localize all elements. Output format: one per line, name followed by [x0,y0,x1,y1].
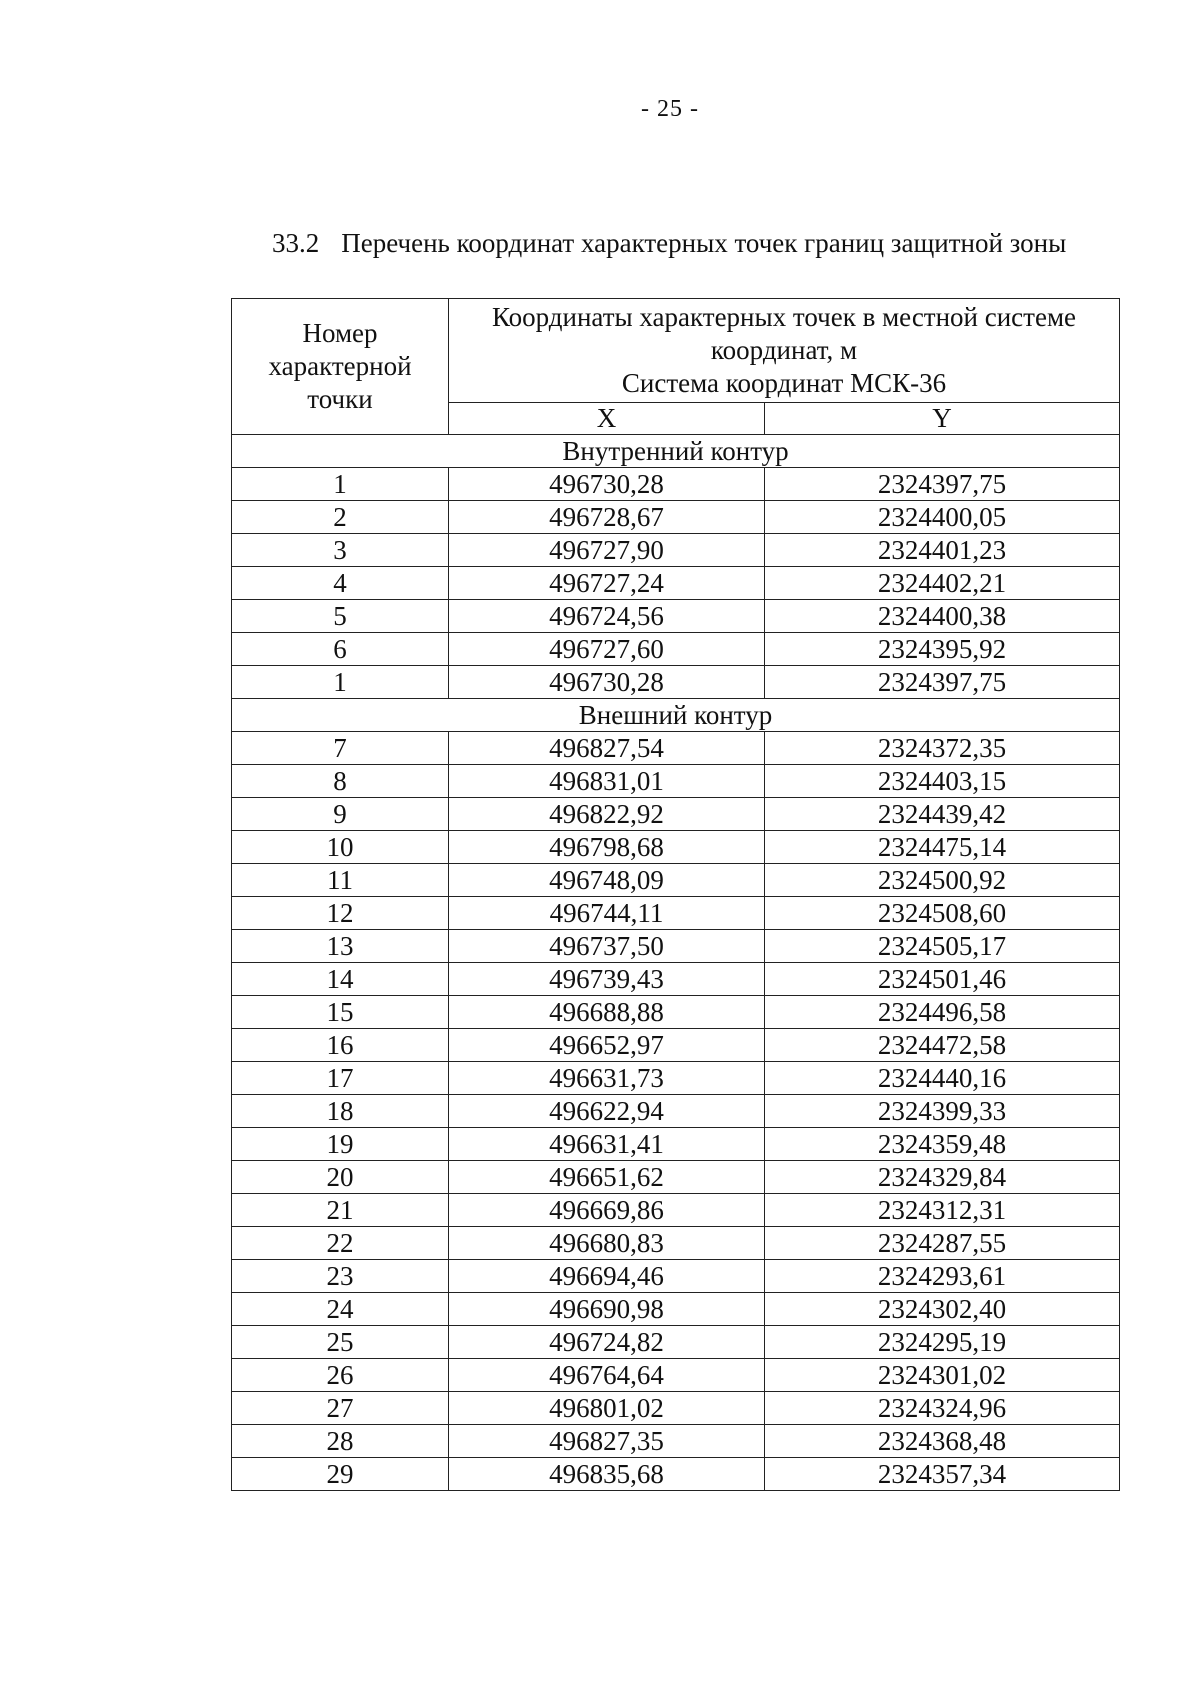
point-number-cell: 27 [232,1392,449,1425]
section-number: 33.2 [272,228,320,258]
point-number-cell: 16 [232,1029,449,1062]
table-row [232,600,1120,633]
table-row [232,534,1120,567]
table-row [232,1128,1120,1161]
x-coordinate-cell: 496764,64 [449,1359,765,1392]
point-number-cell: 9 [232,798,449,831]
coordinates-header [449,299,1120,403]
table-row [232,1095,1120,1128]
x-coordinate-cell: 496822,92 [449,798,765,831]
table-row [232,732,1120,765]
point-number-header [232,299,449,435]
point-number-cell: 22 [232,1227,449,1260]
point-number-header-line: Номер [302,318,378,348]
y-coordinate-cell: 2324368,48 [765,1425,1120,1458]
table-row [232,567,1120,600]
y-coordinate-cell: 2324293,61 [765,1260,1120,1293]
point-number-cell: 12 [232,897,449,930]
y-coordinate-cell: 2324301,02 [765,1359,1120,1392]
point-number-cell: 8 [232,765,449,798]
y-coordinate-cell: 2324324,96 [765,1392,1120,1425]
y-coordinate-cell: 2324500,92 [765,864,1120,897]
table-row [232,501,1120,534]
y-coordinate-cell: 2324508,60 [765,897,1120,930]
x-coordinate-cell: 496730,28 [449,468,765,501]
table-row [232,864,1120,897]
table-row [232,1227,1120,1260]
y-coordinate-cell: 2324501,46 [765,963,1120,996]
x-coordinate-cell: 496827,54 [449,732,765,765]
table-row [232,1194,1120,1227]
x-coordinate-cell: 496669,86 [449,1194,765,1227]
y-coordinate-cell: 2324287,55 [765,1227,1120,1260]
x-coordinate-cell: 496827,35 [449,1425,765,1458]
section-row [232,699,1120,732]
y-coordinate-cell: 2324496,58 [765,996,1120,1029]
coordinates-header-line: координат, м [710,335,858,365]
x-coordinate-cell: 496694,46 [449,1260,765,1293]
y-coordinate-cell: 2324397,75 [765,468,1120,501]
point-number-cell: 1 [232,468,449,501]
point-number-cell: 13 [232,930,449,963]
table-row [232,468,1120,501]
section-title: Перечень координат характерных точек границ защитной зоны [341,228,1067,258]
table-row [232,930,1120,963]
coordinates-header-line: Координаты характерных точек в местной системе [491,302,1077,332]
x-coordinate-cell: 496744,11 [449,897,765,930]
y-coordinate-cell: 2324401,23 [765,534,1120,567]
point-number-cell: 15 [232,996,449,1029]
table-row [232,633,1120,666]
y-coordinate-cell: 2324440,16 [765,1062,1120,1095]
table-row [232,666,1120,699]
x-coordinate-cell: 496690,98 [449,1293,765,1326]
x-coordinate-cell: 496680,83 [449,1227,765,1260]
y-coordinate-cell: 2324399,33 [765,1095,1120,1128]
point-number-cell: 14 [232,963,449,996]
point-number-cell: 1 [232,666,449,699]
point-number-cell: 17 [232,1062,449,1095]
y-coordinate-cell: 2324402,21 [765,567,1120,600]
coordinates-header-line: Система координат МСК-36 [621,368,947,398]
x-coordinate-cell: 496737,50 [449,930,765,963]
y-coordinate-cell: 2324505,17 [765,930,1120,963]
table-row [232,765,1120,798]
section-row [232,435,1120,468]
x-coordinate-cell: 496798,68 [449,831,765,864]
x-coordinate-cell: 496724,82 [449,1326,765,1359]
y-coordinate-cell: 2324329,84 [765,1161,1120,1194]
y-coordinate-cell: 2324359,48 [765,1128,1120,1161]
point-number-cell: 20 [232,1161,449,1194]
x-coordinate-cell: 496652,97 [449,1029,765,1062]
x-coordinate-cell: 496631,73 [449,1062,765,1095]
table-row [232,831,1120,864]
x-coordinate-cell: 496748,09 [449,864,765,897]
point-number-cell: 18 [232,1095,449,1128]
table-body [232,435,1120,1491]
coordinates-table [231,298,1120,1491]
x-coordinate-cell: 496739,43 [449,963,765,996]
point-number-cell: 25 [232,1326,449,1359]
point-number-header-line: характерной [268,351,412,381]
point-number-cell: 28 [232,1425,449,1458]
y-coordinate-cell: 2324439,42 [765,798,1120,831]
point-number-cell: 29 [232,1458,449,1491]
point-number-cell: 21 [232,1194,449,1227]
y-coordinate-cell: 2324312,31 [765,1194,1120,1227]
x-coordinate-cell: 496728,67 [449,501,765,534]
y-coordinate-cell: 2324472,58 [765,1029,1120,1062]
y-coordinate-cell: 2324475,14 [765,831,1120,864]
point-number-cell: 6 [232,633,449,666]
x-coordinate-cell: 496724,56 [449,600,765,633]
contour-section-title: Внешний контур [232,699,1120,732]
table-row [232,1458,1120,1491]
x-coordinate-cell: 496688,88 [449,996,765,1029]
point-number-cell: 24 [232,1293,449,1326]
point-number-cell: 7 [232,732,449,765]
point-number-cell: 3 [232,534,449,567]
table-row [232,1293,1120,1326]
table-row [232,1260,1120,1293]
point-number-cell: 26 [232,1359,449,1392]
point-number-cell: 5 [232,600,449,633]
point-number-cell: 4 [232,567,449,600]
x-coordinate-cell: 496831,01 [449,765,765,798]
x-coordinate-cell: 496730,28 [449,666,765,699]
point-number-cell: 19 [232,1128,449,1161]
x-coordinate-cell: 496631,41 [449,1128,765,1161]
table-row [232,798,1120,831]
x-column-header: X [449,403,765,435]
x-coordinate-cell: 496622,94 [449,1095,765,1128]
x-coordinate-cell: 496835,68 [449,1458,765,1491]
table-row [232,963,1120,996]
y-coordinate-cell: 2324400,05 [765,501,1120,534]
table-row [232,996,1120,1029]
y-column-header: Y [765,403,1120,435]
table-row [232,1062,1120,1095]
table-row [232,1029,1120,1062]
table-row [232,1359,1120,1392]
point-number-cell: 23 [232,1260,449,1293]
y-coordinate-cell: 2324403,15 [765,765,1120,798]
x-coordinate-cell: 496727,90 [449,534,765,567]
table-row [232,1161,1120,1194]
y-coordinate-cell: 2324397,75 [765,666,1120,699]
point-number-cell: 10 [232,831,449,864]
point-number-cell: 2 [232,501,449,534]
y-coordinate-cell: 2324302,40 [765,1293,1120,1326]
table-row [232,1425,1120,1458]
x-coordinate-cell: 496727,24 [449,567,765,600]
point-number-header-line: точки [307,384,373,414]
x-coordinate-cell: 496727,60 [449,633,765,666]
contour-section-title: Внутренний контур [232,435,1120,468]
y-coordinate-cell: 2324395,92 [765,633,1120,666]
x-coordinate-cell: 496801,02 [449,1392,765,1425]
table-row [232,1326,1120,1359]
x-coordinate-cell: 496651,62 [449,1161,765,1194]
y-coordinate-cell: 2324372,35 [765,732,1120,765]
y-coordinate-cell: 2324400,38 [765,600,1120,633]
section-heading [272,228,1066,259]
point-number-cell: 11 [232,864,449,897]
table-row [232,1392,1120,1425]
y-coordinate-cell: 2324295,19 [765,1326,1120,1359]
table-header [232,299,1120,435]
y-coordinate-cell: 2324357,34 [765,1458,1120,1491]
page-number: - 25 - [641,96,699,122]
table-row [232,897,1120,930]
